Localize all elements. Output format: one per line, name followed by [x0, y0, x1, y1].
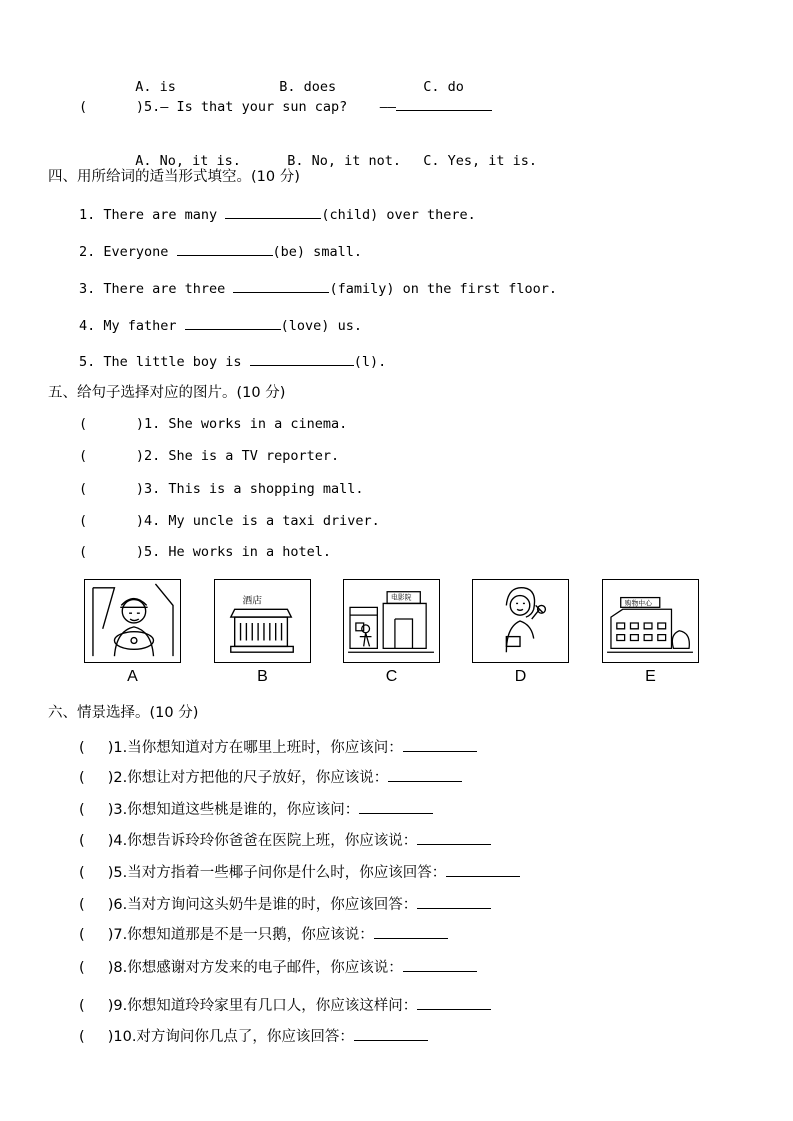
q5-option-c: C. Yes, it is.	[423, 153, 538, 169]
picture-e	[602, 579, 699, 663]
scenario-item: ( )8.你想感谢对方发来的电子邮件，你应该说：	[79, 957, 477, 977]
answer-blank[interactable]	[185, 315, 281, 330]
match-item: ( )5. He works in a hotel.	[79, 544, 331, 560]
answer-blank[interactable]	[359, 799, 433, 814]
answer-blank[interactable]	[446, 862, 520, 877]
fill-item: 4. My father (love) us.	[79, 315, 362, 335]
section5-heading: 五、给句子选择对应的图片。(10 分)	[48, 385, 286, 401]
section6-heading: 六、情景选择。(10 分)	[48, 705, 199, 721]
match-item: ( )2. She is a TV reporter.	[79, 448, 340, 464]
match-item: ( )3. This is a shopping mall.	[79, 481, 364, 497]
answer-paren[interactable]: ( )	[79, 513, 145, 529]
picture-label: D	[514, 668, 527, 685]
answer-paren[interactable]: ( )	[79, 897, 114, 913]
answer-blank[interactable]	[403, 737, 477, 752]
hotel-sign: 酒店	[242, 595, 262, 607]
scenario-item: ( )1.当你想知道对方在哪里上班时，你应该问：	[79, 737, 477, 757]
fill-item: 1. There are many (child) over there.	[79, 204, 476, 224]
q4-option-b: B. does	[279, 79, 337, 95]
match-item: ( )4. My uncle is a taxi driver.	[79, 513, 380, 529]
answer-blank[interactable]	[417, 894, 491, 909]
picture-c	[343, 579, 440, 663]
answer-paren[interactable]: ( )	[79, 416, 145, 432]
answer-blank[interactable]	[417, 995, 491, 1010]
scenario-item: ( )9.你想知道玲玲家里有几口人，你应该这样问：	[79, 995, 491, 1015]
answer-paren[interactable]: ( )	[79, 448, 145, 464]
scenario-item: ( )2.你想让对方把他的尺子放好，你应该说：	[79, 767, 462, 787]
picture-label: C	[385, 668, 398, 685]
shopping-mall-icon	[603, 580, 698, 662]
q5-stem: 5.— Is that your sun cap?	[144, 99, 348, 115]
picture-label: B	[257, 668, 268, 685]
answer-blank[interactable]	[388, 767, 462, 782]
q4-option-a: A. is	[135, 79, 176, 95]
answer-paren[interactable]: ( )	[79, 960, 114, 976]
answer-blank[interactable]	[354, 1026, 428, 1041]
q5-options	[119, 134, 537, 170]
scenario-item: ( )6.当对方询问这头奶牛是谁的时，你应该回答：	[79, 894, 491, 914]
answer-paren[interactable]: ( )	[79, 802, 114, 818]
answer-blank[interactable]	[233, 278, 329, 293]
fill-item: 5. The little boy is (l).	[79, 351, 386, 371]
picture-b	[214, 579, 311, 663]
scenario-item: ( )3.你想知道这些桃是谁的，你应该问：	[79, 799, 433, 819]
answer-paren[interactable]: ( )	[79, 544, 145, 560]
picture-label: E	[645, 668, 656, 685]
answer-blank[interactable]	[177, 241, 273, 256]
answer-blank[interactable]	[417, 830, 491, 845]
q5-option-a: A. No, it is.	[135, 153, 241, 169]
match-item: ( )1. She works in a cinema.	[79, 416, 348, 432]
scenario-item: ( )10.对方询问你几点了，你应该回答：	[79, 1026, 428, 1046]
picture-d	[472, 579, 569, 663]
q5-dash: ——	[379, 99, 397, 115]
hotel-building-icon	[215, 580, 310, 662]
taxi-driver-icon	[85, 580, 180, 662]
section4-heading: 四、用所给词的适当形式填空。(10 分)	[48, 169, 300, 185]
q5-question	[79, 96, 492, 116]
tv-reporter-icon	[473, 580, 568, 662]
q4-options	[119, 60, 464, 96]
answer-blank[interactable]	[250, 351, 354, 366]
scenario-item: ( )5.当对方指着一些椰子问你是什么时，你应该回答：	[79, 862, 520, 882]
answer-paren[interactable]: ( )	[79, 833, 114, 849]
fill-item: 2. Everyone (be) small.	[79, 241, 362, 261]
answer-paren[interactable]: ( )	[79, 865, 114, 881]
q4-option-c: C. do	[423, 79, 464, 95]
answer-paren[interactable]: ( )	[79, 740, 114, 756]
cinema-street-icon	[344, 580, 439, 662]
answer-paren[interactable]: ( )	[79, 99, 145, 115]
fill-item: 3. There are three (family) on the first floor.	[79, 278, 557, 298]
scenario-item: ( )4.你想告诉玲玲你爸爸在医院上班，你应该说：	[79, 830, 491, 850]
answer-blank[interactable]	[403, 957, 477, 972]
answer-paren[interactable]: ( )	[79, 770, 114, 786]
answer-paren[interactable]: ( )	[79, 998, 114, 1014]
answer-paren[interactable]: ( )	[79, 481, 145, 497]
mall-sign: 购物中心	[624, 599, 652, 608]
answer-paren[interactable]: ( )	[79, 927, 114, 943]
q5-option-b: B. No, it not.	[287, 153, 402, 169]
cinema-sign: 电影院	[391, 593, 412, 602]
answer-blank[interactable]	[396, 96, 492, 111]
scenario-item: ( )7.你想知道那是不是一只鹅，你应该说：	[79, 924, 448, 944]
picture-label: A	[127, 668, 138, 685]
answer-blank[interactable]	[374, 924, 448, 939]
picture-a	[84, 579, 181, 663]
answer-paren[interactable]: ( )	[79, 1029, 114, 1045]
answer-blank[interactable]	[225, 204, 321, 219]
